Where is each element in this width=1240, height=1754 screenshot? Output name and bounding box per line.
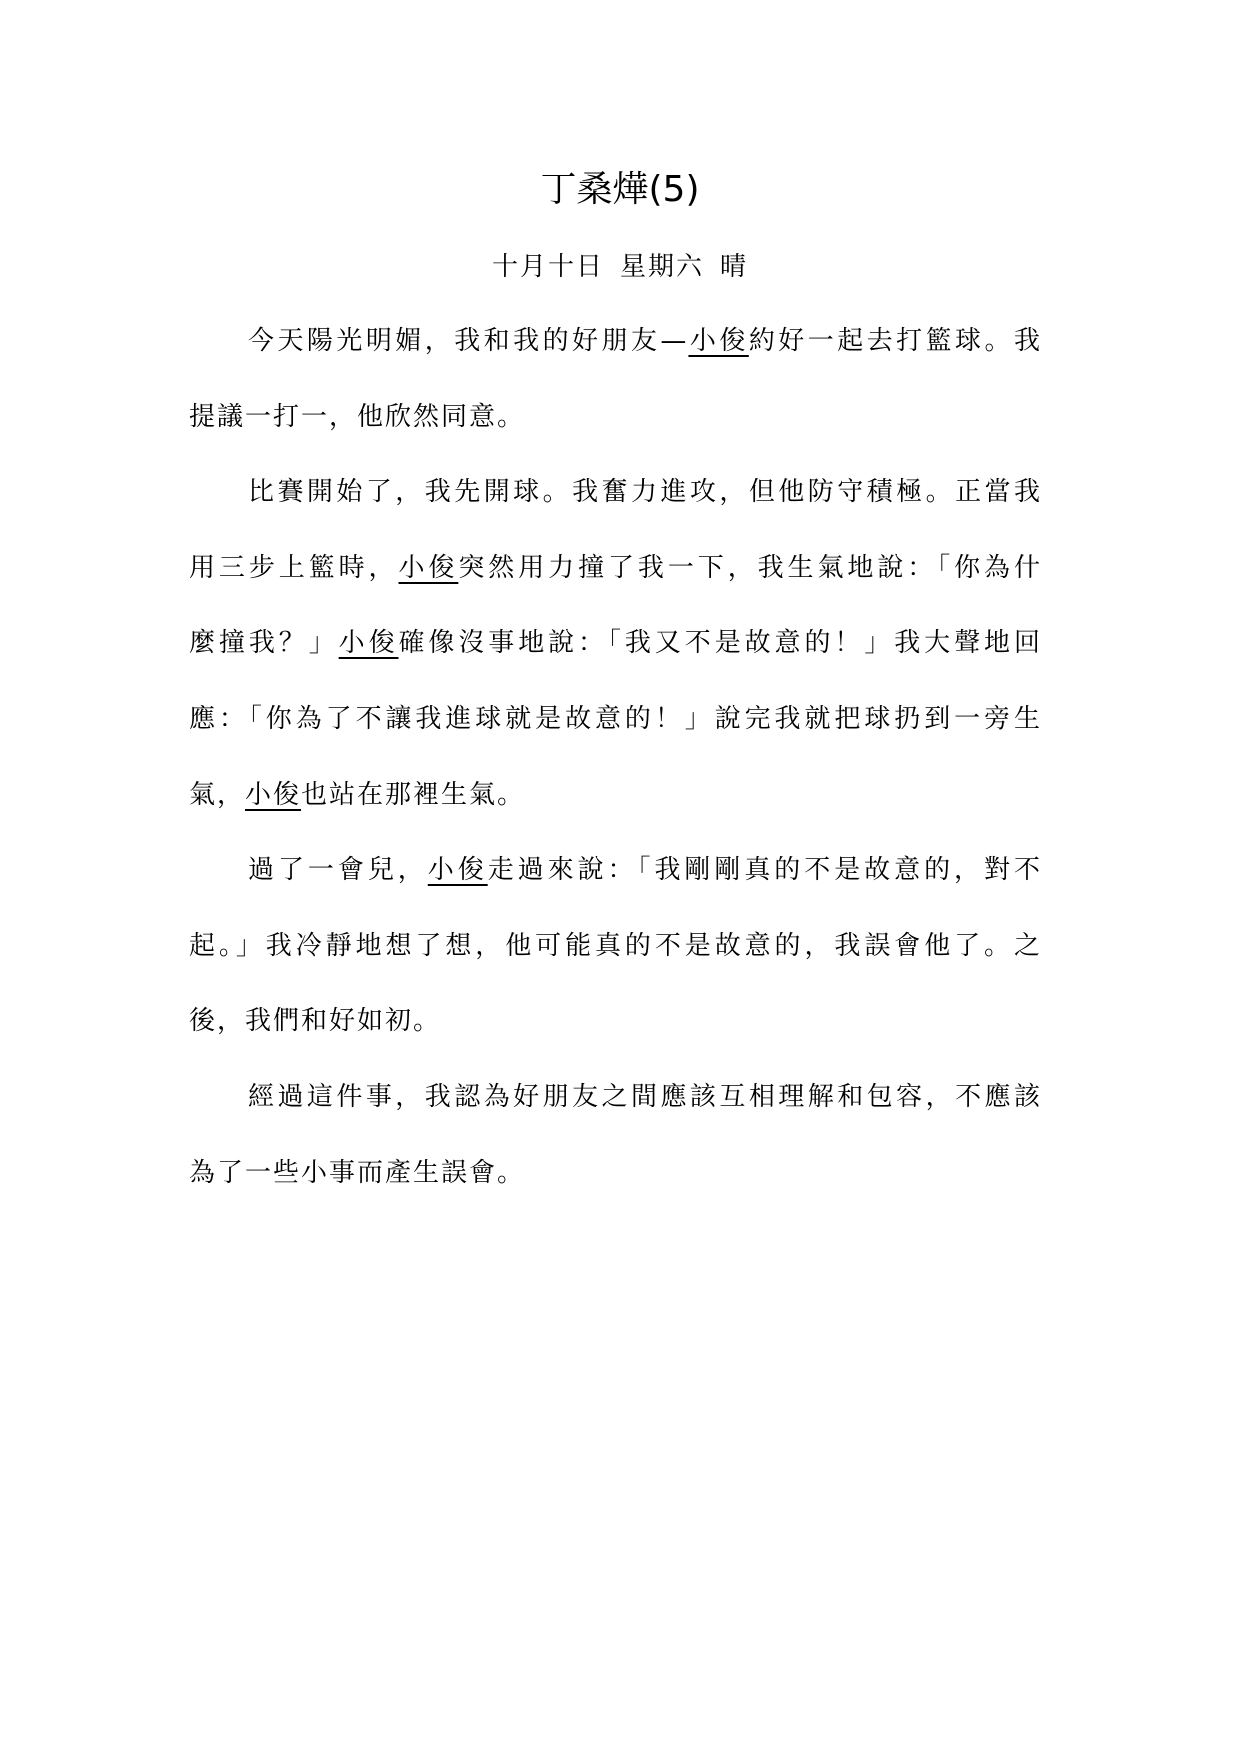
underlined-name: 小俊 (398, 552, 459, 583)
paragraph (189, 833, 1042, 1060)
document-title: 丁桑燁(5) (540, 169, 700, 210)
text-segment: 走過來說：「我剛剛真的不是故意的，對不 (487, 855, 1042, 886)
date: 十月十日 (491, 252, 604, 282)
essay-body (189, 304, 1042, 1211)
paragraph-line (189, 758, 1042, 834)
text-segment: 也站在那裡生氣。 (301, 779, 526, 810)
text-segment: 經過這件事，我認為好朋友之間應該互相理解和包容，不應該 (248, 1081, 1042, 1112)
paragraph-line (189, 682, 1042, 758)
text-segment: 突然用力撞了我一下，我生氣地說：「你為什 (458, 552, 1042, 583)
paragraph (189, 1060, 1042, 1211)
paragraph (189, 304, 1042, 455)
text-segment: 比賽開始了，我先開球。我奮力進攻，但他防守積極。正當我 (248, 477, 1042, 508)
text-segment: 起。」我冷靜地想了想，他可能真的不是故意的，我誤會他了。之 (189, 930, 1042, 961)
weather: 晴 (720, 252, 749, 282)
weekday: 星期六 (619, 252, 704, 282)
paragraph-line (189, 1136, 1042, 1212)
text-segment: 確像沒事地說：「我又不是故意的！」我大聲地回 (398, 628, 1042, 659)
text-segment: 麼撞我？」 (189, 628, 339, 659)
underlined-name: 小俊 (245, 779, 302, 810)
paragraph (189, 455, 1042, 833)
paragraph-line (189, 380, 1042, 456)
text-segment: 過了一會兒， (248, 855, 428, 886)
text-segment: 後，我們和好如初。 (189, 1006, 442, 1037)
paragraph-line (189, 984, 1042, 1060)
underlined-name: 小俊 (338, 628, 399, 659)
text-segment: 今天陽光明媚，我和我的好朋友— (248, 326, 689, 356)
underlined-name: 小俊 (688, 326, 749, 356)
paragraph-line (189, 909, 1042, 985)
text-segment: 約好一起去打籃球。我 (748, 326, 1042, 356)
paragraph-line (189, 304, 1042, 380)
text-segment: 應：「你為了不讓我進球就是故意的！」說完我就把球扔到一旁生 (189, 703, 1042, 734)
paragraph-line (189, 531, 1042, 607)
text-segment: 氣， (189, 779, 246, 810)
underlined-name: 小俊 (427, 855, 488, 886)
paragraph-line (189, 1060, 1042, 1136)
paragraph-line (189, 455, 1042, 531)
text-segment: 提議一打一，他欣然同意。 (189, 401, 526, 432)
paragraph-line (189, 606, 1042, 682)
text-segment: 為了一些小事而產生誤會。 (189, 1157, 526, 1188)
paragraph-line (189, 833, 1042, 909)
text-segment: 用三步上籃時， (189, 552, 399, 583)
dateline (0, 247, 1240, 287)
